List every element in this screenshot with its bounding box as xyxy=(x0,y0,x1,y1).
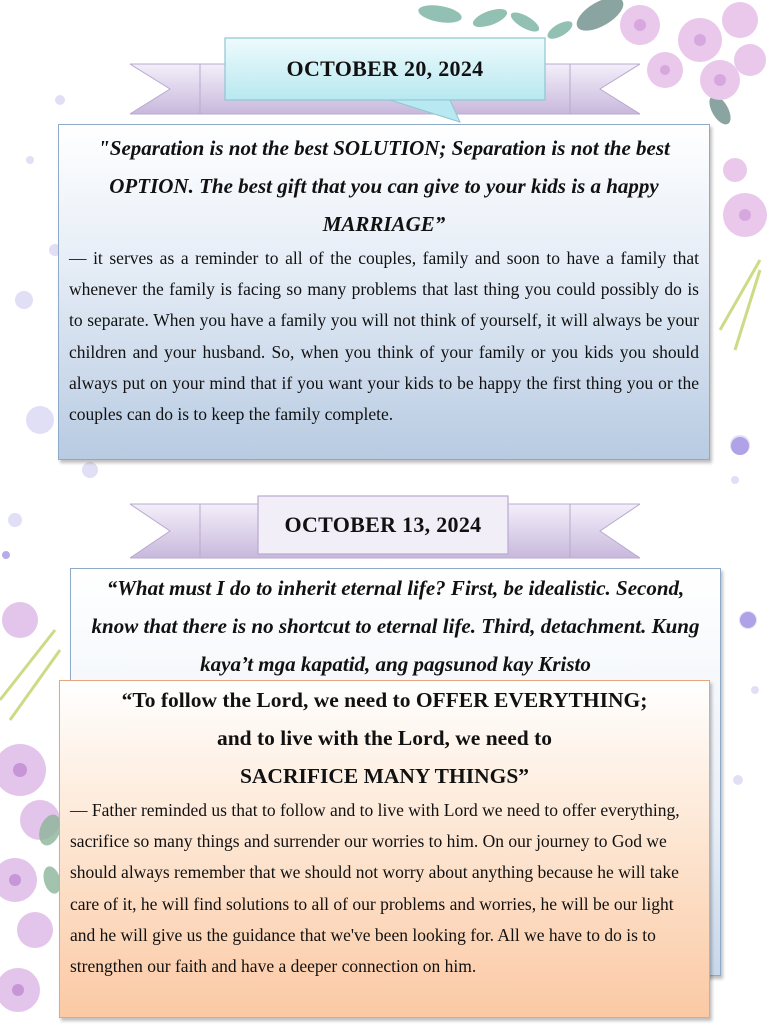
date-label-2: OCTOBER 13, 2024 xyxy=(284,512,482,537)
quote-line-2: and to live with the Lord, we need to xyxy=(216,726,553,750)
quote-text-2: “What must I do to inherit eternal life? First, be idealistic. Second, know that there is no shortcut to eternal life. Third, detachment. Kung kaya’t mga kapatid, ang pagsunod kay Kristo xyxy=(91,576,700,676)
quote-text-1: "Separation is not the best SOLUTION; Separation is not the best OPTION. The best gift that you can give to your kids is a happy MARRIAGE” xyxy=(98,136,670,236)
reflection-body-3: — Father reminded us that to follow and to live with Lord we need to offer everything, sacrifice so many things and surrender our worries to him. On our journey to God we should always remember that we should not worry about anything because he will take care of it, he will find solutions to all of our problems and worries, he will be our light and he will give us the guidance that we've been looking for. All we have to do is to strengthen our faith and have a deeper connection on him. xyxy=(70,800,680,977)
date-label-1: OCTOBER 20, 2024 xyxy=(286,56,484,81)
quote-line-1: “To follow the Lord, we need to OFFER EVERYTHING; xyxy=(121,688,648,712)
reflection-card-3 xyxy=(59,680,710,1018)
reflection-body-1: — it serves as a reminder to all of the couples, family and soon to have a family that whenever the family is facing so many problems that last thing you could possibly do is to separate. When you have a family you will not think of yourself, it will always be your children and your husband. So, when you think of your family or you kids you should always put on your mind that if you want your kids to be happy the first thing you or the couples can do is to keep the family complete. xyxy=(69,248,699,425)
reflection-card-1 xyxy=(58,124,710,460)
date-ribbon-2 xyxy=(130,494,640,564)
date-ribbon-1 xyxy=(130,36,640,126)
quote-line-3: SACRIFICE MANY THINGS” xyxy=(239,764,530,788)
